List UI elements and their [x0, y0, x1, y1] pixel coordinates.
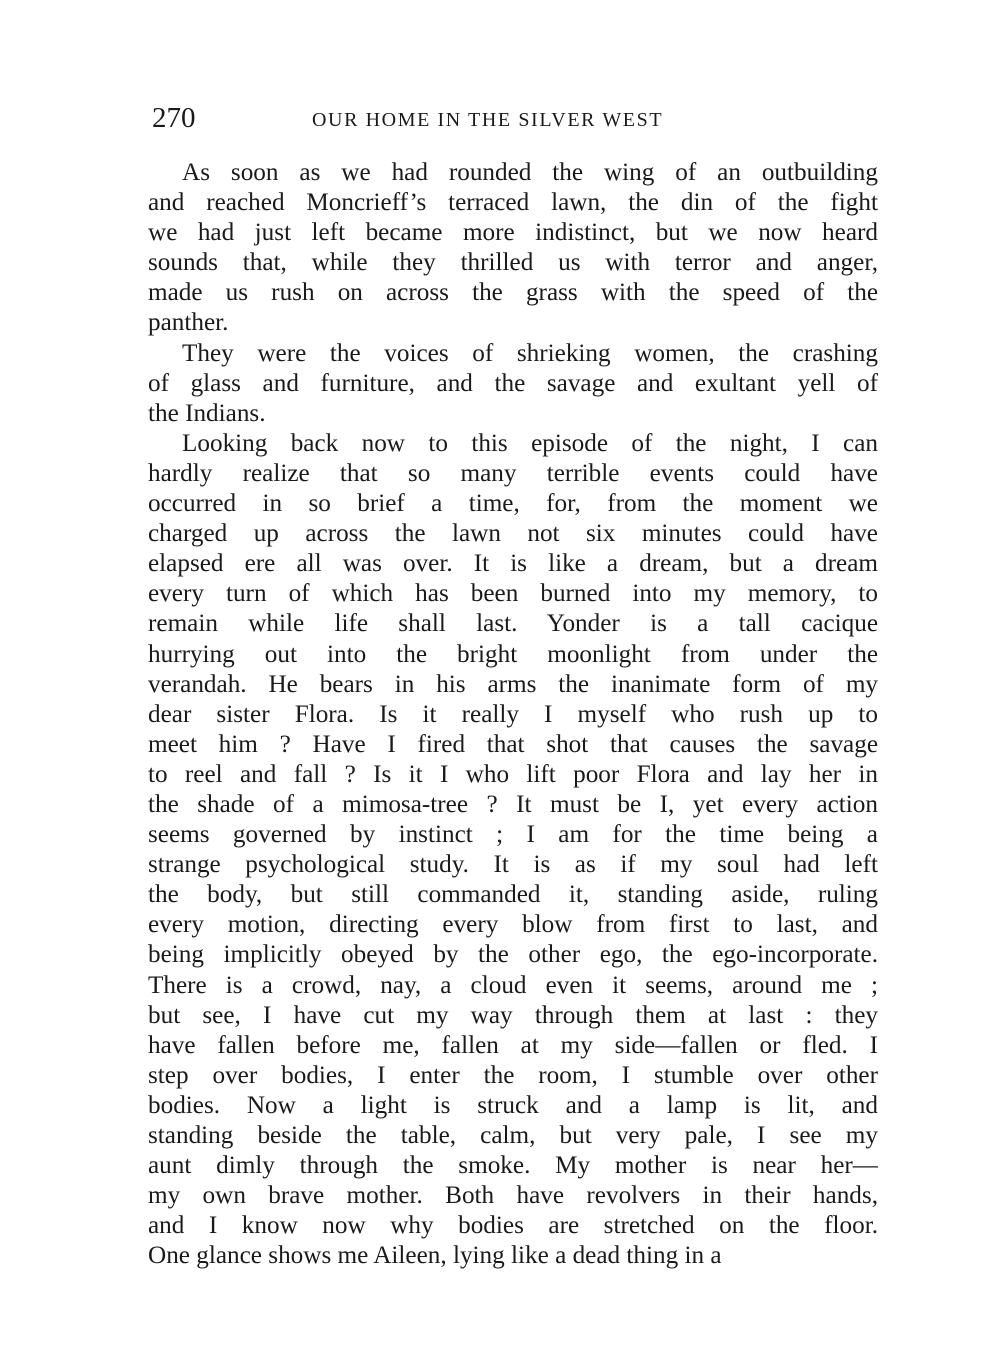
text-line: the body, but still commanded it, standing aside, ruling — [148, 881, 878, 909]
text-line: we had just left became more indistinct, but we now heard — [148, 219, 878, 247]
text-line: hardly realize that so many terrible events could have — [148, 459, 878, 487]
text-line: and I know now why bodies are stretched on the floor. — [148, 1212, 878, 1240]
paragraph — [148, 429, 878, 1272]
page-number: 270 — [152, 102, 196, 134]
text-line: hurrying out into the bright moonlight from under the — [148, 640, 878, 668]
text-line: being implicitly obeyed by the other ego, the ego-incorporate. — [148, 941, 878, 969]
text-line: dear sister Flora. Is it really I myself who rush up to — [148, 700, 878, 728]
text-line: step over bodies, I enter the room, I stumble over other — [148, 1061, 878, 1089]
paragraph — [148, 158, 878, 339]
text-line: occurred in so brief a time, for, from the moment we — [148, 490, 878, 518]
text-line: and reached Moncrieff’s terraced lawn, the din of the fight — [148, 189, 878, 217]
text-line: standing beside the table, calm, but very pale, I see my — [148, 1122, 878, 1149]
text-line: One glance shows me Aileen, lying like a dead thing in a — [148, 1242, 722, 1270]
text-line: the Indians. — [148, 399, 266, 427]
text-line: charged up across the lawn not six minutes could have — [148, 520, 878, 548]
text-line: to reel and fall ? Is it I who lift poor Flora and lay her in — [148, 760, 878, 788]
text-line: sounds that, while they thrilled us with terror and anger, — [148, 249, 878, 277]
text-line: seems governed by instinct ; I am for the time being a — [148, 821, 878, 849]
text-line: every turn of which has been burned into my memory, to — [148, 580, 878, 608]
text-line: but see, I have cut my way through them at last : they — [148, 1001, 878, 1029]
text-line: remain while life shall last. Yonder is a tall cacique — [148, 610, 878, 638]
text-line: Looking back now to this episode of the night, I can — [182, 429, 878, 457]
text-line: strange psychological study. It is as if my soul had left — [148, 851, 878, 879]
text-line: As soon as we had rounded the wing of an outbuilding — [182, 159, 878, 186]
text-line: aunt dimly through the smoke. My mother is near her— — [148, 1152, 878, 1180]
text-line: They were the voices of shrieking women, the crashing — [182, 339, 878, 367]
text-line: made us rush on across the grass with the speed of the — [148, 279, 878, 307]
text-line: my own brave mother. Both have revolvers in their hands, — [148, 1182, 878, 1210]
text-line: elapsed ere all was over. It is like a dream, but a dream — [148, 550, 878, 578]
text-line: meet him ? Have I fired that shot that causes the savage — [148, 730, 878, 758]
text-line: the shade of a mimosa-tree ? It must be I, yet every action — [148, 790, 878, 818]
text-line: verandah. He bears in his arms the inanimate form of my — [148, 670, 878, 698]
text-line: have fallen before me, fallen at my side—fallen or fled. I — [148, 1031, 878, 1059]
body-text — [148, 158, 878, 1271]
text-line: bodies. Now a light is struck and a lamp is lit, and — [148, 1091, 878, 1119]
text-line: of glass and furniture, and the savage and exultant yell of — [148, 369, 878, 397]
running-title: OUR HOME IN THE SILVER WEST — [312, 109, 664, 131]
text-line: every motion, directing every blow from first to last, and — [148, 911, 878, 939]
text-line: There is a crowd, nay, a cloud even it seems, around me ; — [148, 971, 878, 999]
text-line: panther. — [148, 309, 229, 337]
paragraph — [148, 339, 878, 429]
page-header — [152, 98, 878, 138]
